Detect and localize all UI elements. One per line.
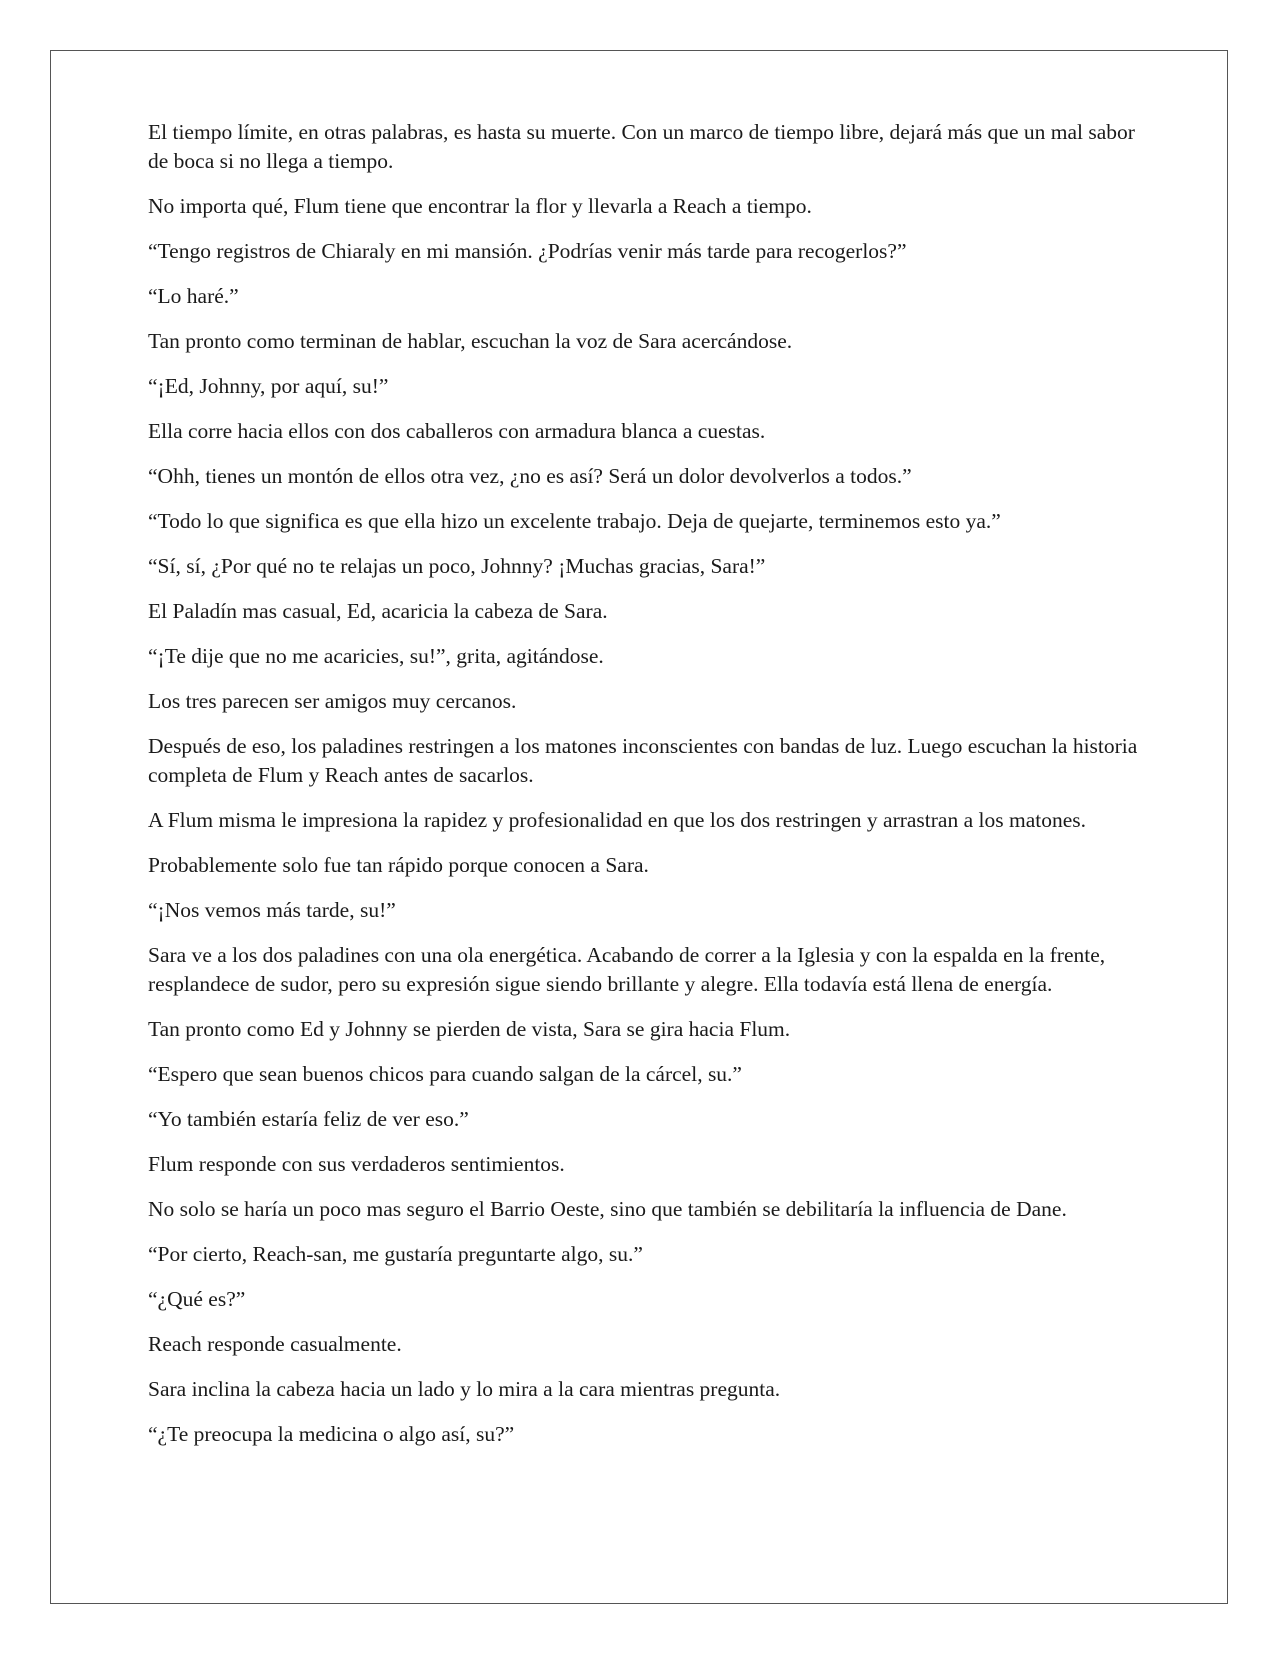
paragraph: “¡Te dije que no me acaricies, su!”, grita, agitándose. <box>148 644 604 668</box>
paragraph: “Todo lo que significa es que ella hizo un excelente trabajo. Deja de quejarte, terminemos esto ya.” <box>148 509 1001 533</box>
paragraph: Probablemente solo fue tan rápido porque conocen a Sara. <box>148 853 649 877</box>
paragraph: No importa qué, Flum tiene que encontrar la flor y llevarla a Reach a tiempo. <box>148 194 812 218</box>
paragraph: Ella corre hacia ellos con dos caballeros con armadura blanca a cuestas. <box>148 419 766 443</box>
paragraph: “¿Te preocupa la medicina o algo así, su?” <box>148 1422 515 1446</box>
paragraph: “Yo también estaría feliz de ver eso.” <box>148 1107 469 1131</box>
paragraph: Tan pronto como Ed y Johnny se pierden de vista, Sara se gira hacia Flum. <box>148 1017 791 1041</box>
paragraph: Sara ve a los dos paladines con una ola energética. Acabando de correr a la Iglesia y con la espalda en la frente, resplandece de sudor, pero su expresión sigue siendo brillante y alegre. Ella todavía está llena de energía. <box>148 943 1106 996</box>
paragraph: “¿Qué es?” <box>148 1287 246 1311</box>
paragraph: “¡Nos vemos más tarde, su!” <box>148 898 396 922</box>
paragraph: Flum responde con sus verdaderos sentimientos. <box>148 1152 565 1176</box>
paragraph: “Lo haré.” <box>148 284 239 308</box>
paragraph: No solo se haría un poco mas seguro el Barrio Oeste, sino que también se debilitaría la influencia de Dane. <box>148 1197 1067 1221</box>
paragraph: El tiempo límite, en otras palabras, es hasta su muerte. Con un marco de tiempo libre, dejará más que un mal sabor de boca si no llega a tiempo. <box>148 120 1135 173</box>
paragraph: “¡Ed, Johnny, por aquí, su!” <box>148 374 389 398</box>
paragraph: Después de eso, los paladines restringen a los matones inconscientes con bandas de luz. Luego escuchan la historia completa de Flum y Reach antes de sacarlos. <box>148 734 1138 787</box>
paragraph: Tan pronto como terminan de hablar, escuchan la voz de Sara acercándose. <box>148 329 793 353</box>
paragraph: “Ohh, tienes un montón de ellos otra vez, ¿no es así? Será un dolor devolverlos a todos.” <box>148 464 912 488</box>
paragraph: El Paladín mas casual, Ed, acaricia la cabeza de Sara. <box>148 599 608 623</box>
paragraph: “Sí, sí, ¿Por qué no te relajas un poco, Johnny? ¡Muchas gracias, Sara!” <box>148 554 766 578</box>
paragraph: Los tres parecen ser amigos muy cercanos. <box>148 689 517 713</box>
paragraph: “Espero que sean buenos chicos para cuando salgan de la cárcel, su.” <box>148 1062 742 1086</box>
paragraph: Reach responde casualmente. <box>148 1332 402 1356</box>
paragraph: Sara inclina la cabeza hacia un lado y lo mira a la cara mientras pregunta. <box>148 1377 781 1401</box>
paragraph: “Por cierto, Reach-san, me gustaría preguntarte algo, su.” <box>148 1242 643 1266</box>
paragraph: “Tengo registros de Chiaraly en mi mansión. ¿Podrías venir más tarde para recogerlos?” <box>148 239 907 263</box>
document-body <box>148 118 1138 1465</box>
paragraph: A Flum misma le impresiona la rapidez y profesionalidad en que los dos restringen y arrastran a los matones. <box>148 808 1087 832</box>
